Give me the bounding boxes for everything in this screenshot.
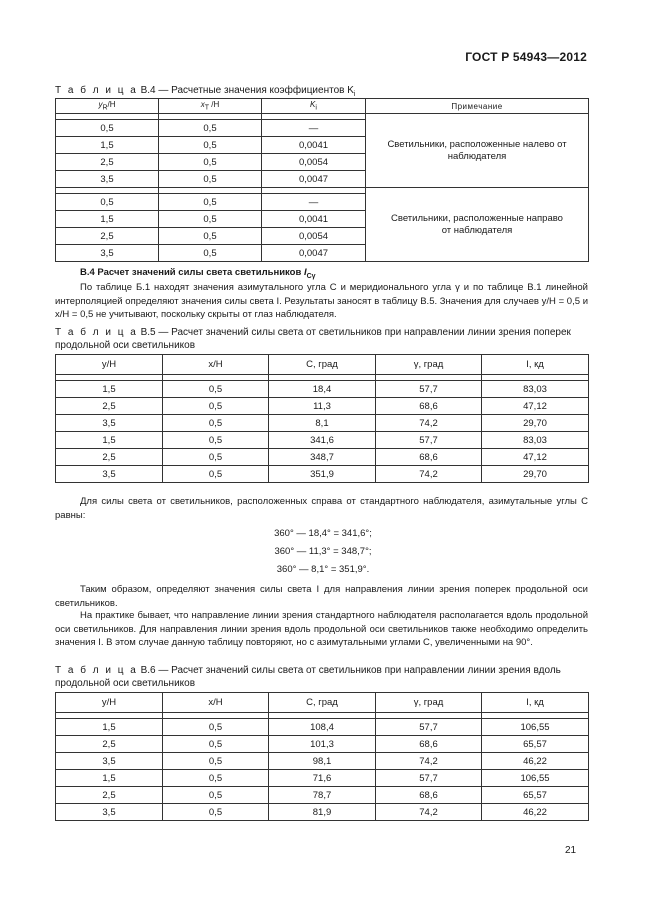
section-paragraph: По таблице Б.1 находят значения азимутального угла C и меридионального угла γ и по таблице В.1 линейной интерполяцией определяют значения силы света I. Результаты заносят в таблицу В.5. Значения для случаев y/H = 0,5 и x/H = 0,5 не учитывают, поскольку скрыты от глаз наблюдателя.: [55, 282, 588, 320]
table-row: [56, 432, 589, 449]
table-row: [56, 449, 589, 466]
table-cell: 0,5: [159, 228, 262, 245]
table-row: [56, 466, 589, 483]
table-cell: 1,5: [56, 381, 163, 398]
header-xt: $x_T$ /H: [159, 99, 262, 114]
table-cell: —: [262, 120, 366, 137]
table-cell: 81,9: [269, 804, 376, 821]
table-row: [56, 736, 589, 753]
table-cell: 106,55: [482, 770, 589, 787]
table-cell: 68,6: [376, 736, 482, 753]
table-cell: 0,5: [56, 194, 159, 211]
table-cell: 2,5: [56, 398, 163, 415]
table-cell: 29,70: [482, 415, 589, 432]
table-cell: 348,7: [269, 449, 376, 466]
header-yr: y/H: [56, 693, 163, 713]
table-cell: 106,55: [482, 719, 589, 736]
table-cell: 0,0054: [262, 154, 366, 171]
header-yr: $y_R/H$: [56, 99, 159, 114]
table-row: [56, 753, 589, 770]
table-row: [56, 770, 589, 787]
table-cell: 65,57: [482, 787, 589, 804]
table-cell: 2,5: [56, 154, 159, 171]
header-c: C, град: [269, 693, 376, 713]
table-cell: 0,5: [159, 211, 262, 228]
table-cell: 0,5: [163, 381, 269, 398]
header-yr: y/H: [56, 355, 163, 375]
table-cell: 0,0041: [262, 137, 366, 154]
caption-sub: i: [353, 91, 356, 98]
header-gamma: γ, град: [376, 693, 482, 713]
table-row: [56, 415, 589, 432]
table-cell: 83,03: [482, 432, 589, 449]
table-cell: 2,5: [56, 228, 159, 245]
table-cell: 0,5: [159, 245, 262, 262]
table-cell: 74,2: [376, 804, 482, 821]
table-cell: 1,5: [56, 137, 159, 154]
table-cell: 0,5: [163, 398, 269, 415]
table-cell: 0,0041: [262, 211, 366, 228]
table-cell: 1,5: [56, 770, 163, 787]
table-cell: 0,5: [163, 787, 269, 804]
section-title: В.4 Расчет значений силы света светильников $I_{C\gamma}$: [80, 267, 316, 280]
table-cell: 0,0054: [262, 228, 366, 245]
caption-label: Т а б л и ц а: [55, 85, 138, 96]
table-cell: 3,5: [56, 415, 163, 432]
table-cell: 47,12: [482, 449, 589, 466]
table-cell: 29,70: [482, 466, 589, 483]
table-cell: 74,2: [376, 466, 482, 483]
header-i: I, кд: [482, 355, 589, 375]
table-cell: 74,2: [376, 415, 482, 432]
table-cell: 8,1: [269, 415, 376, 432]
table-cell: 101,3: [269, 736, 376, 753]
table-cell: 0,5: [159, 120, 262, 137]
table-cell: 65,57: [482, 736, 589, 753]
header-xt: x/H: [163, 355, 269, 375]
page-number: 21: [565, 845, 577, 856]
table-b6-caption: Т а б л и ц а В.6 — Расчет значений силы света от светильников при направлении линии зрения вдоль продольной оси светильников: [55, 665, 561, 689]
equation-1: 360° — 18,4° = 341,6°;: [274, 528, 372, 539]
note-cell: Светильники, расположенные направо от наблюдателя: [366, 188, 589, 262]
table-cell: 341,6: [269, 432, 376, 449]
table-header-row: [56, 355, 589, 375]
table-row: [56, 719, 589, 736]
table-cell: 0,5: [163, 736, 269, 753]
table-cell: 0,5: [159, 154, 262, 171]
document-header: ГОСТ Р 54943—2012: [465, 50, 587, 64]
table-cell: 68,6: [376, 787, 482, 804]
table-cell: 3,5: [56, 753, 163, 770]
table-cell: 0,5: [159, 194, 262, 211]
table-header-row: [56, 99, 589, 114]
table-cell: 0,5: [56, 120, 159, 137]
header-ki: $K_i$: [262, 99, 366, 114]
table-cell: 57,7: [376, 381, 482, 398]
table-cell: 46,22: [482, 753, 589, 770]
table-cell: 0,5: [163, 449, 269, 466]
header-c: C, град: [269, 355, 376, 375]
table-row: [56, 787, 589, 804]
table-b4: [55, 98, 589, 262]
paragraph-2: Таким образом, определяют значения силы света I для направления линии зрения поперек продольной оси светильников.: [55, 584, 588, 609]
table-cell: 0,5: [163, 770, 269, 787]
table-cell: 2,5: [56, 449, 163, 466]
header-note: Примечание: [366, 99, 589, 114]
table-cell: 71,6: [269, 770, 376, 787]
note-cell: Светильники, расположенные налево от наблюдателя: [366, 114, 589, 188]
table-cell: 0,5: [163, 804, 269, 821]
table-cell: 0,5: [163, 719, 269, 736]
equation-3: 360° — 8,1° = 351,9°.: [276, 564, 370, 575]
table-cell: 0,5: [163, 415, 269, 432]
table-cell: 3,5: [56, 245, 159, 262]
table-cell: 11,3: [269, 398, 376, 415]
table-cell: 78,7: [269, 787, 376, 804]
table-cell: 108,4: [269, 719, 376, 736]
equation-2: 360° — 11,3° = 348,7°;: [274, 546, 372, 557]
header-i: I, кд: [482, 693, 589, 713]
table-cell: 0,5: [163, 466, 269, 483]
table-cell: 68,6: [376, 449, 482, 466]
table-row: [56, 381, 589, 398]
table-cell: 57,7: [376, 770, 482, 787]
table-cell: 2,5: [56, 787, 163, 804]
table-cell: 57,7: [376, 432, 482, 449]
table-cell: 0,5: [163, 432, 269, 449]
table-cell: 1,5: [56, 719, 163, 736]
table-b5-caption: Т а б л и ц а В.5 — Расчет значений силы света от светильников при направлении линии зрения поперек продольной оси светильников: [55, 327, 571, 351]
paragraph-1: Для силы света от светильников, расположенных справа от стандартного наблюдателя, азимутальные углы C равны:: [55, 496, 588, 521]
table-cell: 57,7: [376, 719, 482, 736]
table-cell: 1,5: [56, 432, 163, 449]
table-cell: 0,0047: [262, 245, 366, 262]
table-cell: 98,1: [269, 753, 376, 770]
table-b5: [55, 354, 589, 483]
table-cell: 3,5: [56, 171, 159, 188]
table-cell: 0,0047: [262, 171, 366, 188]
table-cell: 0,5: [159, 137, 262, 154]
table-row: [56, 804, 589, 821]
paragraph-3: На практике бывает, что направление линии зрения стандартного наблюдателя располагается вдоль продольной оси светильников. Для направления линии зрения вдоль продольной оси светильников также необходимо определить значения I. В этом случае данную таблицу повторяют, но с азимутальными углами C, увеличенными на 90°.: [55, 610, 588, 648]
header-xt: x/H: [163, 693, 269, 713]
table-cell: 74,2: [376, 753, 482, 770]
table-cell: 2,5: [56, 736, 163, 753]
table-cell: 0,5: [163, 753, 269, 770]
table-row: [56, 398, 589, 415]
table-cell: 47,12: [482, 398, 589, 415]
table-b6: [55, 692, 589, 821]
table-cell: —: [262, 194, 366, 211]
table-cell: 68,6: [376, 398, 482, 415]
table-cell: 0,5: [159, 171, 262, 188]
table-header-row: [56, 693, 589, 713]
header-gamma: γ, град: [376, 355, 482, 375]
table-cell: 3,5: [56, 804, 163, 821]
table-cell: 18,4: [269, 381, 376, 398]
caption-text: В.4 — Расчетные значения коэффициентов K: [140, 85, 354, 96]
table-cell: 351,9: [269, 466, 376, 483]
table-cell: 46,22: [482, 804, 589, 821]
table-cell: 83,03: [482, 381, 589, 398]
table-cell: 3,5: [56, 466, 163, 483]
table-cell: 1,5: [56, 211, 159, 228]
